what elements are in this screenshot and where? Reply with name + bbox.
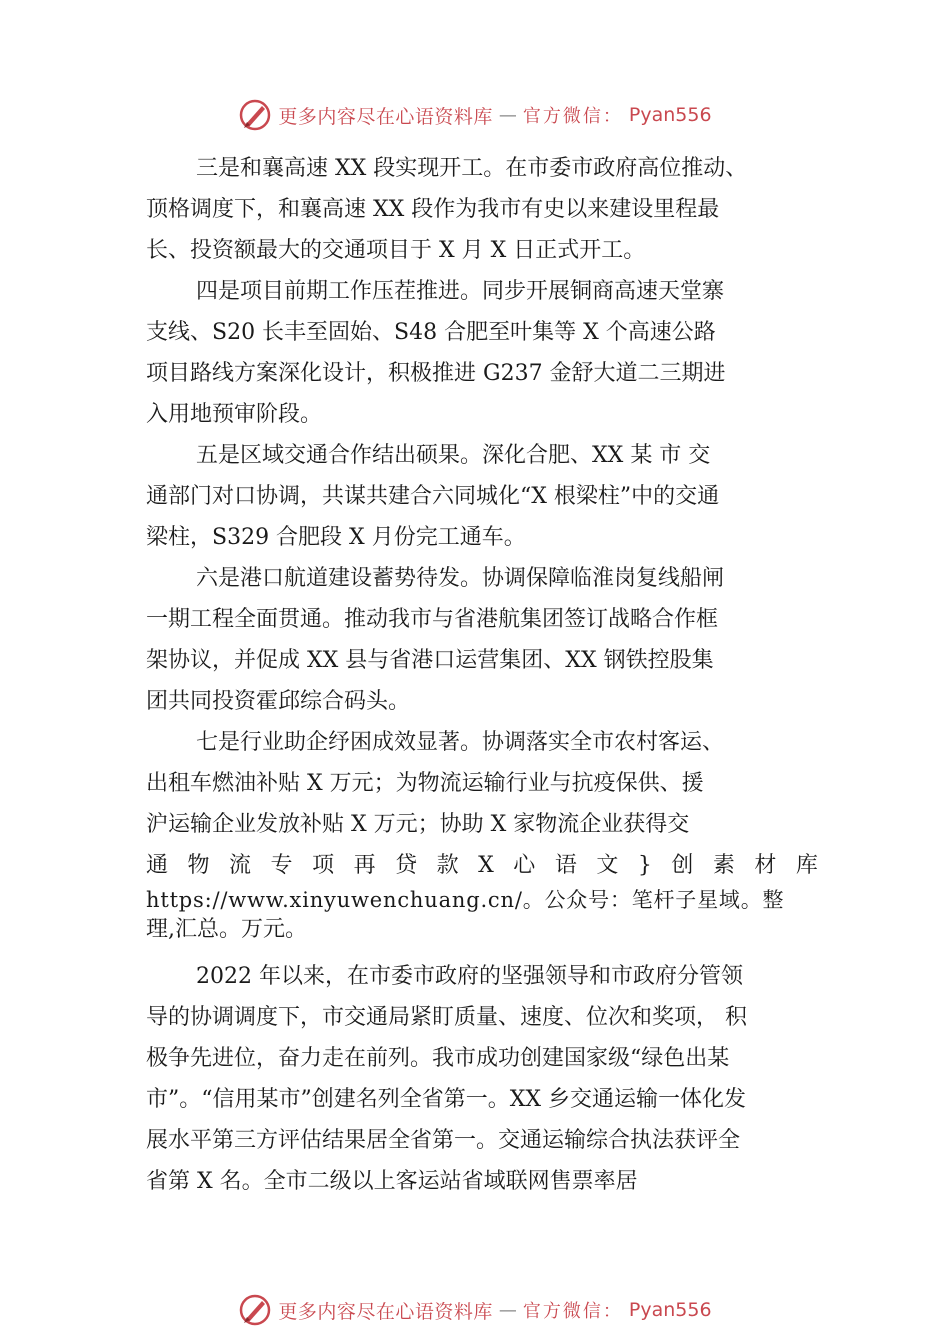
para-line: 七是行业助企纾困成效显著。协调落实全市农村客运、 bbox=[196, 730, 725, 755]
spread-char: 库 bbox=[795, 853, 818, 878]
url-line: https://www.xinyuwenchuang.cn/。公众号：笔杆子星域。整 bbox=[146, 888, 785, 912]
para-line: 通部门对口协调，共谋共建合六同城化“X 根梁柱”中的交通 bbox=[146, 484, 720, 509]
spread-line bbox=[146, 845, 818, 886]
header-banner-sep: — bbox=[498, 104, 517, 126]
para-line: 入用地预审阶段。 bbox=[146, 402, 323, 427]
para-line: 出租车燃油补贴 X 万元；为物流运输行业与抗疫保供、援 bbox=[146, 771, 704, 796]
spread-char: 文 bbox=[596, 853, 619, 878]
para-line: 省第 X 名。全市二级以上客运站省域联网售票率居 bbox=[146, 1169, 638, 1194]
spread-char: 流 bbox=[229, 853, 252, 878]
spread-char: } bbox=[637, 853, 652, 878]
spread-char: X bbox=[478, 853, 494, 878]
footer-wechat-label: 官方微信： bbox=[522, 1301, 623, 1322]
spread-char: 心 bbox=[513, 853, 536, 878]
para-line: 四是项目前期工作压茬推进。同步开展铜商高速天堂寨 bbox=[196, 279, 725, 304]
para-line: 长、投资额最大的交通项目于 X 月 X 日正式开工。 bbox=[146, 238, 646, 263]
para-line: 展水平第三方评估结果居全省第一。交通运输综合执法获评全 bbox=[146, 1128, 741, 1153]
footer-wechat-id: Pyan556 bbox=[628, 1299, 712, 1321]
document-body bbox=[146, 148, 818, 1202]
header-banner-text: 更多内容尽在心语资料库 bbox=[278, 105, 493, 128]
pen-logo-icon bbox=[238, 98, 272, 132]
header-wechat-id: Pyan556 bbox=[628, 104, 712, 126]
pen-logo-icon bbox=[238, 1293, 272, 1327]
footer-banner bbox=[0, 1290, 950, 1330]
spread-char: 语 bbox=[554, 853, 577, 878]
spread-char: 素 bbox=[712, 853, 735, 878]
header-wechat-label: 官方微信： bbox=[522, 106, 623, 127]
para-line: 六是港口航道建设蓄势待发。协调保障临淮岗复线船闸 bbox=[196, 566, 725, 591]
para-line: 梁柱，S329 合肥段 X 月份完工通车。 bbox=[146, 525, 526, 550]
spread-char: 专 bbox=[270, 853, 293, 878]
para-line: 2022 年以来，在市委市政府的坚强领导和市政府分管领 bbox=[196, 964, 743, 989]
para-line: 导的协调调度下，市交通局紧盯质量、速度、位次和奖项， 积 bbox=[146, 1005, 747, 1030]
para-line: 顶格调度下，和襄高速 XX 段作为我市有史以来建设里程最 bbox=[146, 197, 720, 222]
spread-char: 贷 bbox=[395, 853, 418, 878]
para-line: 市”。“信用某市”创建名列全省第一。XX 乡交通运输一体化发 bbox=[146, 1087, 747, 1112]
para-line: 一期工程全面贯通。推动我市与省港航集团签订战略合作框 bbox=[146, 607, 719, 632]
footer-banner-text: 更多内容尽在心语资料库 bbox=[278, 1300, 493, 1323]
spread-char: 创 bbox=[671, 853, 694, 878]
spread-char: 通 bbox=[146, 853, 169, 878]
spread-char: 再 bbox=[353, 853, 376, 878]
header-banner bbox=[0, 95, 950, 135]
para-line: 三是和襄高速 XX 段实现开工。在市委市政府高位推动、 bbox=[196, 156, 748, 181]
spread-char: 物 bbox=[187, 853, 210, 878]
para-line: 架协议，并促成 XX 县与省港口运营集团、XX 钢铁控股集 bbox=[146, 648, 714, 673]
spread-char: 材 bbox=[754, 853, 777, 878]
para-line: 五是区域交通合作结出硕果。深化合肥、XX 某 市 交 bbox=[196, 443, 711, 468]
para-line: 团共同投资霍邱综合码头。 bbox=[146, 689, 411, 714]
spread-char: 款 bbox=[436, 853, 459, 878]
para-line: 支线、S20 长丰至固始、S48 合肥至叶集等 X 个高速公路 bbox=[146, 320, 716, 345]
spread-char: 项 bbox=[312, 853, 335, 878]
para-line: 沪运输企业发放补贴 X 万元；协助 X 家物流企业获得交 bbox=[146, 812, 690, 837]
footer-banner-sep: — bbox=[498, 1299, 517, 1321]
para-line: 项目路线方案深化设计，积极推进 G237 金舒大道二三期进 bbox=[146, 361, 726, 386]
para-line: 极争先进位，奋力走在前列。我市成功创建国家级“绿色出某 bbox=[146, 1046, 730, 1071]
para-line: 理,汇总。万元。 bbox=[146, 917, 307, 942]
